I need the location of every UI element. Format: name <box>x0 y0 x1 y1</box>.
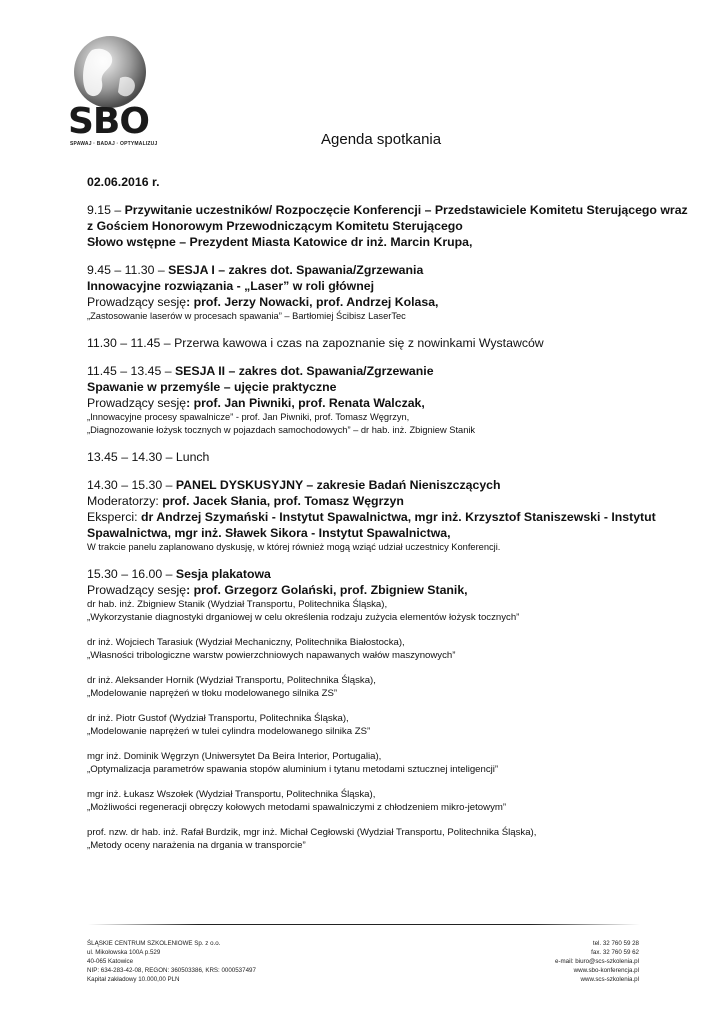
panel-experts-line1: dr Andrzej Szymański - Instytut Spawalnictwa, mgr inż. Krzysztof Staniszewski - Instytut <box>141 510 656 524</box>
session1-header <box>87 262 647 278</box>
footer-phone: tel. 32 760 59 28 <box>592 940 639 947</box>
footer-capital: Kapitał zakładowy 10.000,00 PLN <box>87 976 180 983</box>
panel-experts-line2: Spawalnictwa, mgr inż. Sławek Sikora - Instytut Spawalnictwa, <box>87 526 451 540</box>
panel-header <box>87 477 647 493</box>
panel-experts <box>87 509 656 525</box>
session1-chairs <box>87 294 647 310</box>
footer-website-scs: www.scs-szkolenia.pl <box>580 976 639 983</box>
session2-subtitle: Spawanie w przemyśle – ujęcie praktyczne <box>87 380 337 394</box>
footer-divider <box>88 924 640 925</box>
session2-chair-names: : prof. Jan Piwniki, prof. Renata Walczak, <box>186 396 425 410</box>
posters-chair-names: : prof. Grzegorz Golański, prof. Zbigniew Stanik, <box>186 583 468 597</box>
sbo-logo-text: SBO <box>68 101 149 142</box>
footer-contact-info <box>555 939 639 984</box>
footer-registration: NIP: 634-283-42-08, REGON: 360503386, KRS: 0000537497 <box>87 967 256 974</box>
poster-author: dr hab. inż. Zbigniew Stanik (Wydział Transportu, Politechnika Śląska), <box>87 599 388 610</box>
footer-company-name: ŚLĄSKIE CENTRUM SZKOLENIOWE Sp. z o.o. <box>87 940 221 947</box>
footer-address-city: 40-065 Katowice <box>87 958 134 965</box>
session2-talk: „Diagnozowanie łożysk tocznych w pojazdach samochodowych” – dr hab. inż. Zbigniew Stanik <box>87 425 476 435</box>
poster-title: „Modelowanie naprężeń w tulei cylindra modelowanego silnika ZS” <box>87 726 371 737</box>
poster-author: dr inż. Piotr Gustof (Wydział Transportu, Politechnika Śląska), <box>87 713 349 724</box>
panel-time: 14.30 – 15.30 – <box>87 478 176 492</box>
session2-chairs <box>87 395 647 411</box>
footer-company-info <box>87 939 256 984</box>
footer-address-street: ul. Mikołowska 100A p.529 <box>87 949 161 956</box>
poster-author: mgr inż. Dominik Węgrzyn (Uniwersytet Da Beira Interior, Portugalia), <box>87 751 382 762</box>
session1-talk: „Zastosowanie laserów w procesach spawania” – Bartłomiej Ścibisz LaserTec <box>87 311 406 321</box>
poster-title: „Modelowanie naprężeń w tłoku modelowanego silnika ZS” <box>87 688 338 699</box>
session1-chair-names: : prof. Jerzy Nowacki, prof. Andrzej Kolasa, <box>186 295 439 309</box>
session1-time: 9.45 – 11.30 – <box>87 263 169 277</box>
poster-author: dr inż. Aleksander Hornik (Wydział Transportu, Politechnika Śląska), <box>87 675 376 686</box>
poster-title: „Metody oceny narażenia na drgania w transporcie” <box>87 840 306 851</box>
footer-email: e-mail: biuro@scs-szkolenia.pl <box>555 958 639 965</box>
opening-line3: Słowo wstępne – Prezydent Miasta Katowice dr inż. Marcin Krupa, <box>87 235 473 249</box>
session2-chair-label: Prowadzący sesję <box>87 396 187 410</box>
page-title: Agenda spotkania <box>321 131 442 148</box>
session1-chair-label: Prowadzący sesję <box>87 295 187 309</box>
lunch: 13.45 – 14.30 – Lunch <box>87 450 210 464</box>
sbo-logo-tagline: SPAWAJ · BADAJ · OPTYMALIZUJ <box>70 141 158 147</box>
panel-note: W trakcie panelu zaplanowano dyskusję, w której również mogą wziąć udział uczestnicy Konferencji. <box>87 542 501 552</box>
poster-title: „Wykorzystanie diagnostyki drganiowej w celu określenia rodzaju zużycia elementów łożysk tocznych” <box>87 612 520 623</box>
posters-time: 15.30 – 16.00 – <box>87 567 176 581</box>
session1-subtitle: Innowacyjne rozwiązania - „Laser” w roli głównej <box>87 279 374 293</box>
opening-line2: z Gościem Honorowym Przewodniczącym Komitetu Sterującego <box>87 219 463 233</box>
panel-experts-label: Eksperci: <box>87 510 141 524</box>
posters-title: Sesja plakatowa <box>175 567 271 581</box>
panel-title: PANEL DYSKUSYJNY – zakresie Badań Nieniszczących <box>175 478 501 492</box>
posters-header <box>87 566 647 582</box>
session2-title: SESJA II – zakres dot. Spawania/Zgrzewanie <box>174 364 434 378</box>
footer-website-sbo: www.sbo-konferencja.pl <box>573 967 639 974</box>
opening-title: Przywitanie uczestników/ Rozpoczęcie Konferencji – Przedstawiciele Komitetu Sterującego wraz <box>124 203 688 217</box>
posters-chair-label: Prowadzący sesję <box>87 583 187 597</box>
poster-author: dr inż. Wojciech Tarasiuk (Wydział Mechaniczny, Politechnika Białostocka), <box>87 637 405 648</box>
session1-title: SESJA I – zakres dot. Spawania/Zgrzewania <box>168 263 424 277</box>
opening-line1 <box>87 202 688 218</box>
session2-time: 11.45 – 13.45 – <box>87 364 175 378</box>
agenda-date: 02.06.2016 r. <box>87 175 160 189</box>
footer-fax: fax. 32 760 59 62 <box>591 949 639 956</box>
coffee-break: 11.30 – 11.45 – Przerwa kawowa i czas na zapoznanie się z nowinkami Wystawców <box>87 336 544 350</box>
opening-time: 9.15 – <box>87 203 125 217</box>
panel-moderators <box>87 493 647 509</box>
poster-author: prof. nzw. dr hab. inż. Rafał Burdzik, mgr inż. Michał Cegłowski (Wydział Transportu, Politechnika Śląska), <box>87 827 537 838</box>
session2-header <box>87 363 647 379</box>
poster-author: mgr inż. Łukasz Wszołek (Wydział Transportu, Politechnika Śląska), <box>87 789 376 800</box>
panel-moderators-names: prof. Jacek Słania, prof. Tomasz Węgrzyn <box>162 494 404 508</box>
poster-title: „Optymalizacja parametrów spawania stopów aluminium i tytanu metodami sztucznej inteligencji” <box>87 764 499 775</box>
posters-chairs <box>87 582 647 598</box>
agenda-body <box>87 174 688 852</box>
poster-title: „Możliwości regeneracji obręczy kołowych metodami spawalniczymi z chłodzeniem mikro-jetowym” <box>87 802 507 813</box>
panel-moderators-label: Moderatorzy: <box>87 494 163 508</box>
poster-title: „Własności tribologiczne warstw powierzchniowych napawanych wałów maszynowych” <box>87 650 456 661</box>
session2-talk: „Innowacyjne procesy spawalnicze” - prof. Jan Piwniki, prof. Tomasz Węgrzyn, <box>87 412 410 422</box>
